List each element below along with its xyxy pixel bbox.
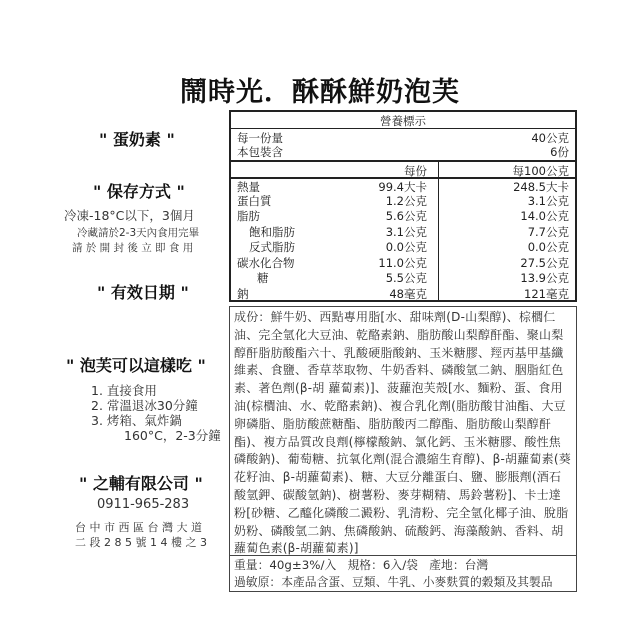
nutrition-header: 營養標示 [380,114,426,128]
nutrient-per-serving: 99.4大卡 [378,180,427,194]
nutrient-label: 反式脂肪 [249,240,295,254]
product-title: 鬧時光．酥酥鮮奶泡芙 [180,77,460,108]
nutrient-per-serving: 5.5公克 [385,271,427,285]
nutrition-facts-table [229,110,577,302]
nutrient-per-100g: 27.5公克 [520,255,569,270]
ingredients-text: 成份：鮮牛奶、西點專用脂[水、甜味劑(D-山梨醇)、棕櫚仁油、完全氫化大豆油、乾酪素鈉、脂肪酸山梨醇酐酯、聚山梨醇酐脂肪酸酯六十、乳酸硬脂酸鈉、玉米糖膠、羥丙基甲基纖維素、食鹽、香草萃取物、牛奶香料、磷酸氫二鈉、胭脂紅色素、著色劑(β-胡 蘿蔔素)]、菠蘿泡芙殼[水、麵粉、蛋、食用油(棕櫚油、水、乾酪素鈉)、複合乳化劑(脂肪酸甘油酯、大豆卵磷脂、脂肪酸蔗糖酯、脂肪酸丙二醇酯、脂肪酸山梨醇酐酯)、複方品質改良劑(檸檬酸鈉、氯化鈣、玉米糖膠、酸性焦磷酸鈉)、葡萄糖、抗氧化劑(混合濃縮生育醇)、β-胡蘿蔔素(葵花籽油、β-胡蘿蔔素)、糖、大豆分離蛋白、鹽、膨脹劑(酒石酸氫鉀、碳酸氫鈉)、樹薯粉、麥芽糊精、馬鈴薯粉]、卡士達粉[砂糖、乙醯化磷酸二澱粉、乳清粉、完全氫化椰子油、脫脂奶粉、磷酸氫二鈉、焦磷酸鈉、硫酸鈣、海藻酸鈉、香料、胡蘿蔔色素(β-胡蘿蔔素)] [229,306,577,556]
diet-type-heading: " 蛋奶素 " [99,130,175,149]
nutrient-label: 熱量 [237,180,260,194]
nutrient-label: 脂肪 [237,209,260,223]
nutrient-label: 飽和脂肪 [249,224,295,239]
nutrient-per-serving: 11.0公克 [378,255,427,270]
nutrient-row [231,286,575,302]
nutrient-row [231,239,575,255]
nutrient-per-serving: 5.6公克 [385,209,427,223]
nutrient-per-100g: 14.0公克 [520,209,569,223]
nutrient-per-100g: 13.9公克 [520,271,569,285]
nutrient-row [231,255,575,271]
nutrient-per-100g: 7.7公克 [527,224,569,239]
servings-per-package-row [231,144,575,160]
serving-size-value: 40公克 [531,131,569,145]
company-phone: 0911-965-283 [97,497,190,512]
nutrient-per-100g: 248.5大卡 [513,180,569,194]
column-header-row [231,160,575,177]
column-divider [438,160,439,300]
col-per-serving: 每份 [404,164,427,178]
weight-spec-line: 重量：40g±3%/入 規格：6入/袋 產地：台灣 [234,558,489,572]
nutrient-label: 糖 [257,271,269,285]
storage-fridge-text: 冷藏請於2-3天內食用完畢 [77,227,200,239]
nutrient-per-100g: 0.0公克 [527,240,569,254]
expiry-heading: " 有效日期 " [97,283,189,302]
nutrient-per-100g: 3.1公克 [527,193,569,208]
company-address-line2: 二 段 2 8 5 號 1 4 樓 之 3 [75,536,207,549]
servings-per-package-label: 本包裝含 [237,145,283,159]
nutrient-row [231,224,575,240]
nutrient-per-serving: 48毫克 [389,286,427,301]
nutrient-row [231,177,575,193]
nutrient-per-serving: 0.0公克 [385,240,427,254]
col-per-100g: 每100公克 [512,164,569,178]
storage-heading: " 保存方式 " [93,182,185,201]
servings-per-package-value: 6份 [550,145,569,159]
nutrient-per-serving: 1.2公克 [385,193,427,208]
weight-allergen-box [229,556,577,592]
nutrient-row [231,193,575,209]
nutrition-header-row [231,112,575,128]
nutrient-label: 蛋白質 [237,193,272,208]
company-heading: " 之輔有限公司 " [79,474,203,493]
howto-step: 160°C，2-3分鐘 [124,428,221,443]
company-address-line1: 台 中 市 西 區 台 灣 大 道 [75,521,202,534]
howto-step: 1. 直接食用 [91,383,157,398]
howto-heading: " 泡芙可以這樣吃 " [66,356,206,375]
nutrient-per-serving: 3.1公克 [385,224,427,239]
allergen-line: 過敏原：本產品含蛋、豆類、牛乳、小麥麩質的穀類及其製品 [234,575,553,589]
serving-size-row [231,128,575,144]
nutrient-label: 鈉 [237,286,249,301]
storage-frozen-text: 冷凍-18°C以下，3個月 [64,208,195,223]
nutrient-row [231,270,575,286]
nutrient-per-100g: 121毫克 [524,286,569,301]
howto-step: 3. 烤箱、氣炸鍋 [91,413,182,428]
howto-step: 2. 常溫退冰30分鐘 [91,398,198,413]
serving-size-label: 每一份量 [237,131,283,145]
nutrient-row [231,208,575,224]
storage-open-text: 請 於 開 封 後 立 即 食 用 [72,242,194,254]
nutrient-label: 碳水化合物 [237,255,295,270]
